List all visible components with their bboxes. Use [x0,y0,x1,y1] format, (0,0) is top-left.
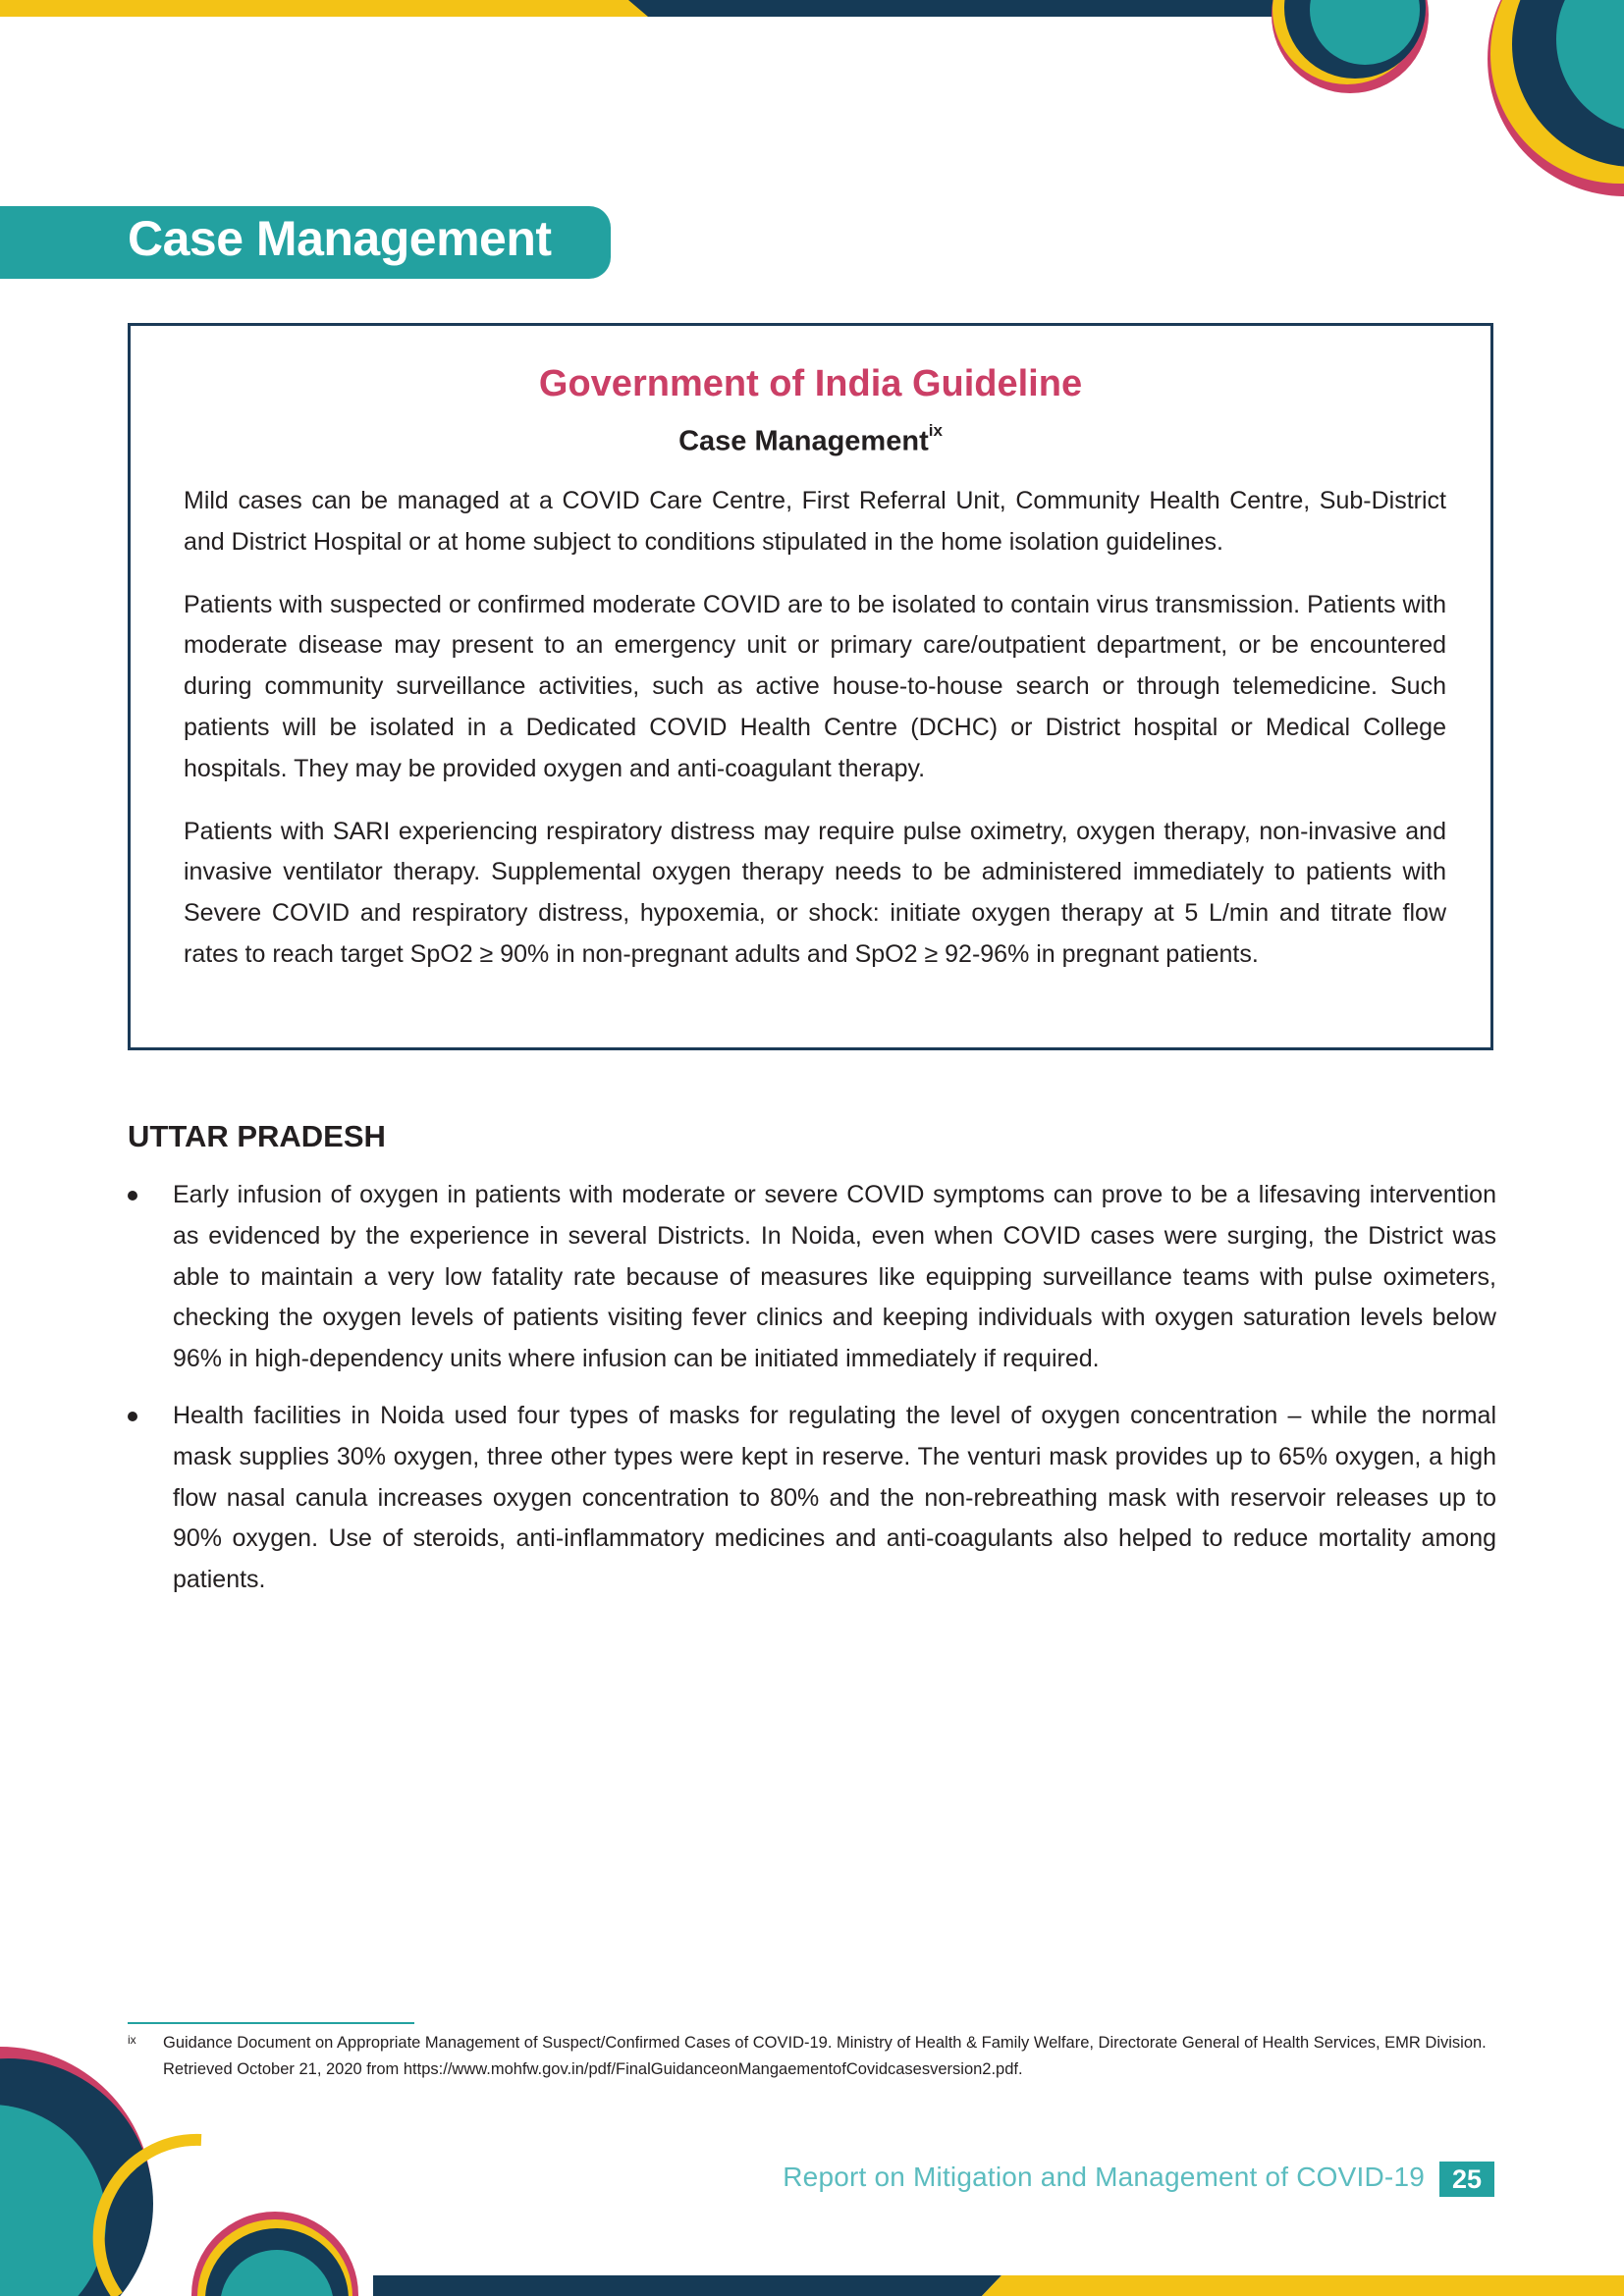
section-title: Case Management [128,211,552,266]
bottom-left-circles [0,2047,358,2296]
top-navy-bar [628,0,1276,17]
bullet-item [128,1396,1496,1601]
bullet-item [128,1175,1496,1380]
bullet-text: Early infusion of oxygen in patients with moderate or severe COVID symptoms can prove to be a lifesaving intervention as evidenced by the experience in several Districts. In Noida, even when COVID cases were surging, the District was able to maintain a very low fatality rate because of measures like equipping surveillance teams with pulse oximeters, checking the oxygen levels of patients visiting fever clinics and keeping individuals with oxygen saturation levels below 96% in high-dependency units where infusion can be initiated immediately if required. [173,1181,1496,1373]
page-number-badge: 25 [1439,2162,1494,2197]
guideline-heading: Government of India Guideline [538,363,1083,404]
bullet-dot-icon [128,1412,137,1421]
guideline-subheading-text: Case Management [678,425,929,457]
bottom-yellow-bar [982,2275,1624,2296]
bullet-text: Health facilities in Noida used four types of masks for regulating the level of oxygen concentration – while the normal mask supplies 30% oxygen, three other types were kept in reserve. The venturi mask provides up to 65% oxygen, a high flow nasal canula increases oxygen concentration to 80% and the non-rebreathing mask with reservoir releases up to 90% oxygen. Use of steroids, anti-inflammatory medicines and anti-coagulants also helped to reduce mortality among patients. [173,1401,1496,1594]
footnote-marker: ix [128,2033,136,2047]
guideline-paragraph: Patients with suspected or confirmed moderate COVID are to be isolated to contain virus transmission. Patients with moderate disease may present to an emergency unit or primary care/outpatient department, or be encountered during community surveillance activities, such as active house-to-house search or through telemedicine. Such patients will be isolated in a Dedicated COVID Health Centre (DCHC) or District hospital or Medical College hospitals. They may be provided oxygen and anti-coagulant therapy. [184,590,1446,782]
footnote-text: Guidance Document on Appropriate Management of Suspect/Confirmed Cases of COVID-19. Ministry of Health & Family Welfare, Directorate General of Health Services, EMR Division. Retrieved October 21, 2020 from https://www.mohfw.gov.in/pdf/FinalGuidanceonMangaementofCovidcasesversion2.pdf. [163,2034,1487,2078]
guideline-box [128,323,1493,1050]
state-heading: UTTAR PRADESH [128,1119,386,1153]
state-bullet-list [128,1175,1496,1617]
guideline-paragraph: Mild cases can be managed at a COVID Care Centre, First Referral Unit, Community Health Centre, Sub-District and District Hospital or at home subject to conditions stipulated in the home isolation guidelines. [184,487,1446,556]
bullet-dot-icon [128,1191,137,1201]
guideline-paragraph: Patients with SARI experiencing respiratory distress may require pulse oximetry, oxygen therapy, non-invasive and invasive ventilator therapy. Supplemental oxygen therapy needs to be administered immediately to patients with Severe COVID and respiratory distress, hypoxemia, or shock: initiate oxygen therapy at 5 L/min and titrate flow rates to reach target SpO2 ≥ 90% in non-pregnant adults and SpO2 ≥ 92-96% in pregnant patients. [184,817,1446,968]
bottom-navy-bar [373,2275,1001,2296]
top-yellow-bar [0,0,648,17]
footer-report-title: Report on Mitigation and Management of COVID-19 [783,2162,1425,2192]
guideline-body [184,481,1446,997]
top-right-circles [1272,0,1624,196]
footnote-divider [128,2022,414,2024]
footnote-reference[interactable]: ix [928,421,943,440]
guideline-subheading [131,421,1490,458]
